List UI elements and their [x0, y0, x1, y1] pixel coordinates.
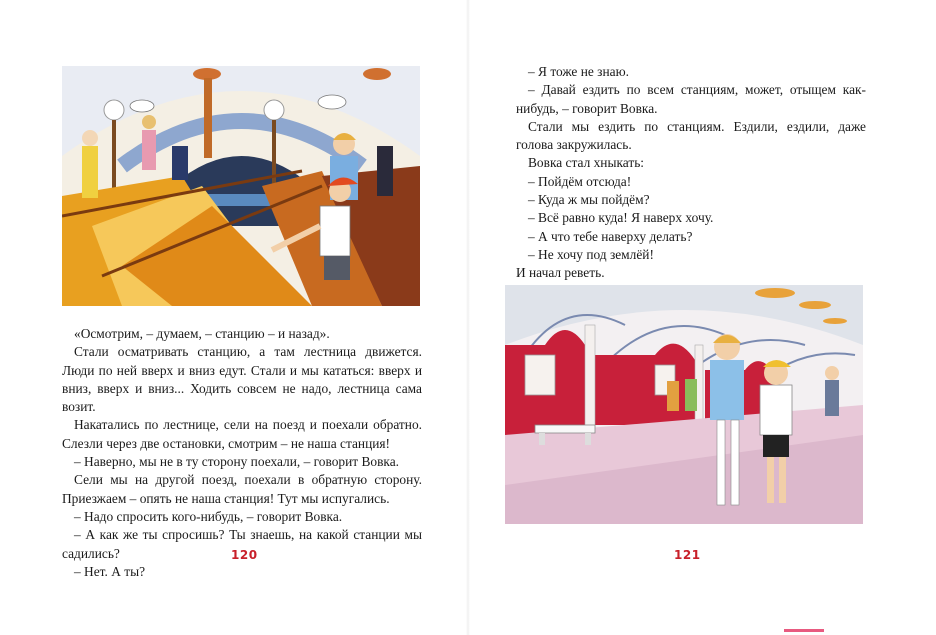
paragraph: «Осмотрим, – думаем, – станцию – и назад».	[74, 326, 330, 341]
paragraph: Сели мы на другой поезд, поехали в обратную сторону. Приезжаем – опять не наша станция! Тут мы испугались.	[62, 472, 422, 506]
paragraph: – Нет. А ты?	[74, 563, 146, 579]
paragraph: Вовка стал хныкать:	[528, 155, 645, 171]
metro-station-illustration	[505, 285, 863, 524]
page-number: 120	[231, 548, 258, 562]
escalator-illustration	[62, 66, 420, 306]
paragraph: – Наверно, мы не в ту сторону поехали, – говорит Вовка.	[74, 454, 400, 470]
paragraph: И начал реветь.	[516, 265, 605, 281]
paragraph: – Пойдём отсюда!	[528, 173, 632, 189]
left-page-text	[62, 325, 422, 581]
paragraph: Накатались по лестнице, сели на поезд и поехали обратно. Слезли через две остановки, смотрим – не наша станция!	[62, 417, 422, 451]
paragraph: Стали осматривать станцию, а там лестница движется. Люди по ней вверх и вниз едут. Стали и мы кататься: вверх и вниз, вверх и вниз... Ходить совсем не надо, лестница сама возит.	[62, 344, 422, 415]
paragraph: – Надо спросить кого-нибудь, – говорит Вовка.	[74, 508, 343, 524]
paragraph: – А как же ты спросишь? Ты знаешь, на какой станции мы садились?	[62, 527, 422, 561]
paragraph: – Я тоже не знаю.	[528, 64, 629, 79]
right-page-text	[516, 63, 866, 301]
paragraph: – Всё равно куда! Я наверх хочу.	[528, 210, 714, 226]
paragraph: – А что тебе наверху делать?	[528, 228, 693, 244]
corner-mark	[784, 629, 824, 632]
right-page	[468, 0, 936, 635]
paragraph: Стали мы ездить по станциям. Ездили, ездили, даже голова закружилась.	[516, 118, 866, 153]
paragraph: – Не хочу под землёй!	[528, 246, 654, 262]
paragraph: – Куда ж мы пойдём?	[528, 192, 650, 208]
page-number: 121	[674, 548, 701, 562]
paragraph: – Давай ездить по всем станциям, может, отыщем как-нибудь, – говорит Вовка.	[516, 82, 866, 116]
